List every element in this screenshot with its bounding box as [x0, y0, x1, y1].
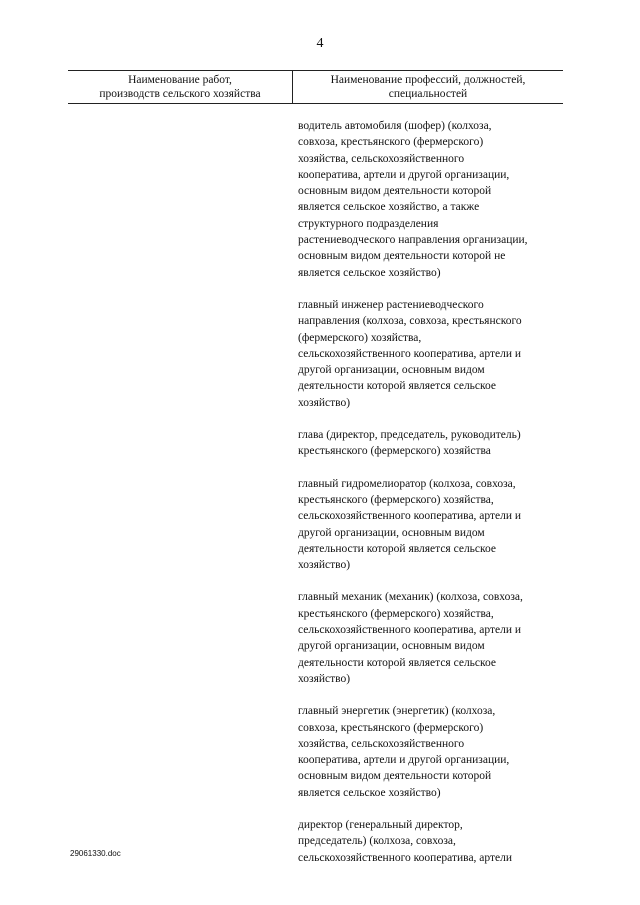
profession-entry-line: является сельское хозяйство, а также — [298, 201, 480, 214]
profession-entry-line: хозяйства, сельскохозяйственного — [298, 737, 465, 750]
profession-entry-line: водитель автомобиля (шофер) (колхоза, — [298, 120, 492, 132]
profession-entry — [298, 589, 568, 687]
profession-entry-line: направления (колхоза, совхоза, крестьянского — [298, 315, 522, 328]
profession-entry — [298, 817, 568, 866]
profession-entry-line: другой организации, основным видом — [298, 640, 485, 653]
profession-entry-line: деятельности которой является сельское — [298, 656, 497, 669]
profession-entry-line: кооператива, артели и другой организации, — [298, 168, 510, 181]
profession-entry — [298, 118, 568, 281]
profession-entry-line: главный инженер растениеводческого — [298, 298, 484, 311]
profession-entry — [298, 703, 568, 801]
header-top-rule — [68, 70, 563, 71]
page-number: 4 — [316, 36, 324, 51]
table-header — [68, 70, 563, 104]
profession-entry-line: главный гидромелиоратор (колхоза, совхоза, — [298, 477, 516, 490]
profession-entry-line: сельскохозяйственного кооператива, артели — [298, 851, 513, 864]
profession-entry-line: сельскохозяйственного кооператива, артели и — [298, 510, 522, 523]
profession-entry-line: председатель) (колхоза, совхоза, — [298, 835, 456, 848]
profession-entry-line: другой организации, основным видом — [298, 364, 485, 377]
profession-entry-line: глава (директор, председатель, руководитель) — [298, 429, 521, 442]
profession-entry — [298, 476, 568, 574]
profession-entry-line: совхоза, крестьянского (фермерского) — [298, 721, 484, 734]
profession-entry-line: хозяйство) — [298, 559, 351, 572]
profession-entry-line: крестьянского (фермерского) хозяйства, — [298, 607, 494, 620]
profession-entry-line: хозяйство) — [298, 396, 351, 409]
column-header-professions-line: Наименование профессий, должностей, — [330, 74, 526, 86]
profession-entry-line: главный механик (механик) (колхоза, совхоза, — [298, 591, 523, 604]
profession-entry — [298, 297, 568, 411]
profession-entry-line: растениеводческого направления организации, — [298, 234, 528, 247]
profession-entry-line: кооператива, артели и другой организации, — [298, 754, 510, 767]
document-filename: 29061330.doc — [70, 849, 121, 858]
profession-entry-line: структурного подразделения — [298, 217, 439, 230]
header-bottom-rule — [68, 103, 563, 104]
column-header-professions-line: специальностей — [388, 88, 468, 100]
profession-entry-line: является сельское хозяйство) — [298, 786, 441, 799]
profession-entry-line: хозяйство) — [298, 672, 351, 685]
profession-entry-line: хозяйства, сельскохозяйственного — [298, 152, 465, 165]
profession-entry-line: другой организации, основным видом — [298, 526, 485, 539]
profession-entry-line: крестьянского (фермерского) хозяйства — [298, 445, 491, 458]
column-header-works-line: Наименование работ, — [128, 74, 232, 86]
profession-entry-line: главный энергетик (энергетик) (колхоза, — [298, 705, 496, 718]
profession-entry-line: сельскохозяйственного кооператива, артели и — [298, 624, 522, 637]
profession-entry-line: крестьянского (фермерского) хозяйства, — [298, 493, 494, 506]
column-header-works — [68, 73, 292, 101]
column-header-works-line: производств сельского хозяйства — [99, 88, 261, 100]
profession-entry-line: основным видом деятельности которой — [298, 770, 492, 783]
profession-entry-line: основным видом деятельности которой — [298, 185, 492, 198]
profession-entry-line: основным видом деятельности которой не — [298, 250, 506, 263]
profession-entry-line: сельскохозяйственного кооператива, артели и — [298, 347, 522, 360]
profession-entry-line: (фермерского) хозяйства, — [298, 331, 422, 344]
profession-entry-line: является сельское хозяйство) — [298, 266, 441, 279]
profession-entry-line: деятельности которой является сельское — [298, 542, 497, 555]
profession-entry — [298, 427, 568, 460]
column-header-professions — [293, 73, 563, 101]
professions-list — [298, 118, 568, 882]
profession-entry-line: совхоза, крестьянского (фермерского) — [298, 136, 484, 149]
profession-entry-line: директор (генеральный директор, — [298, 818, 463, 831]
profession-entry-line: деятельности которой является сельское — [298, 380, 497, 393]
